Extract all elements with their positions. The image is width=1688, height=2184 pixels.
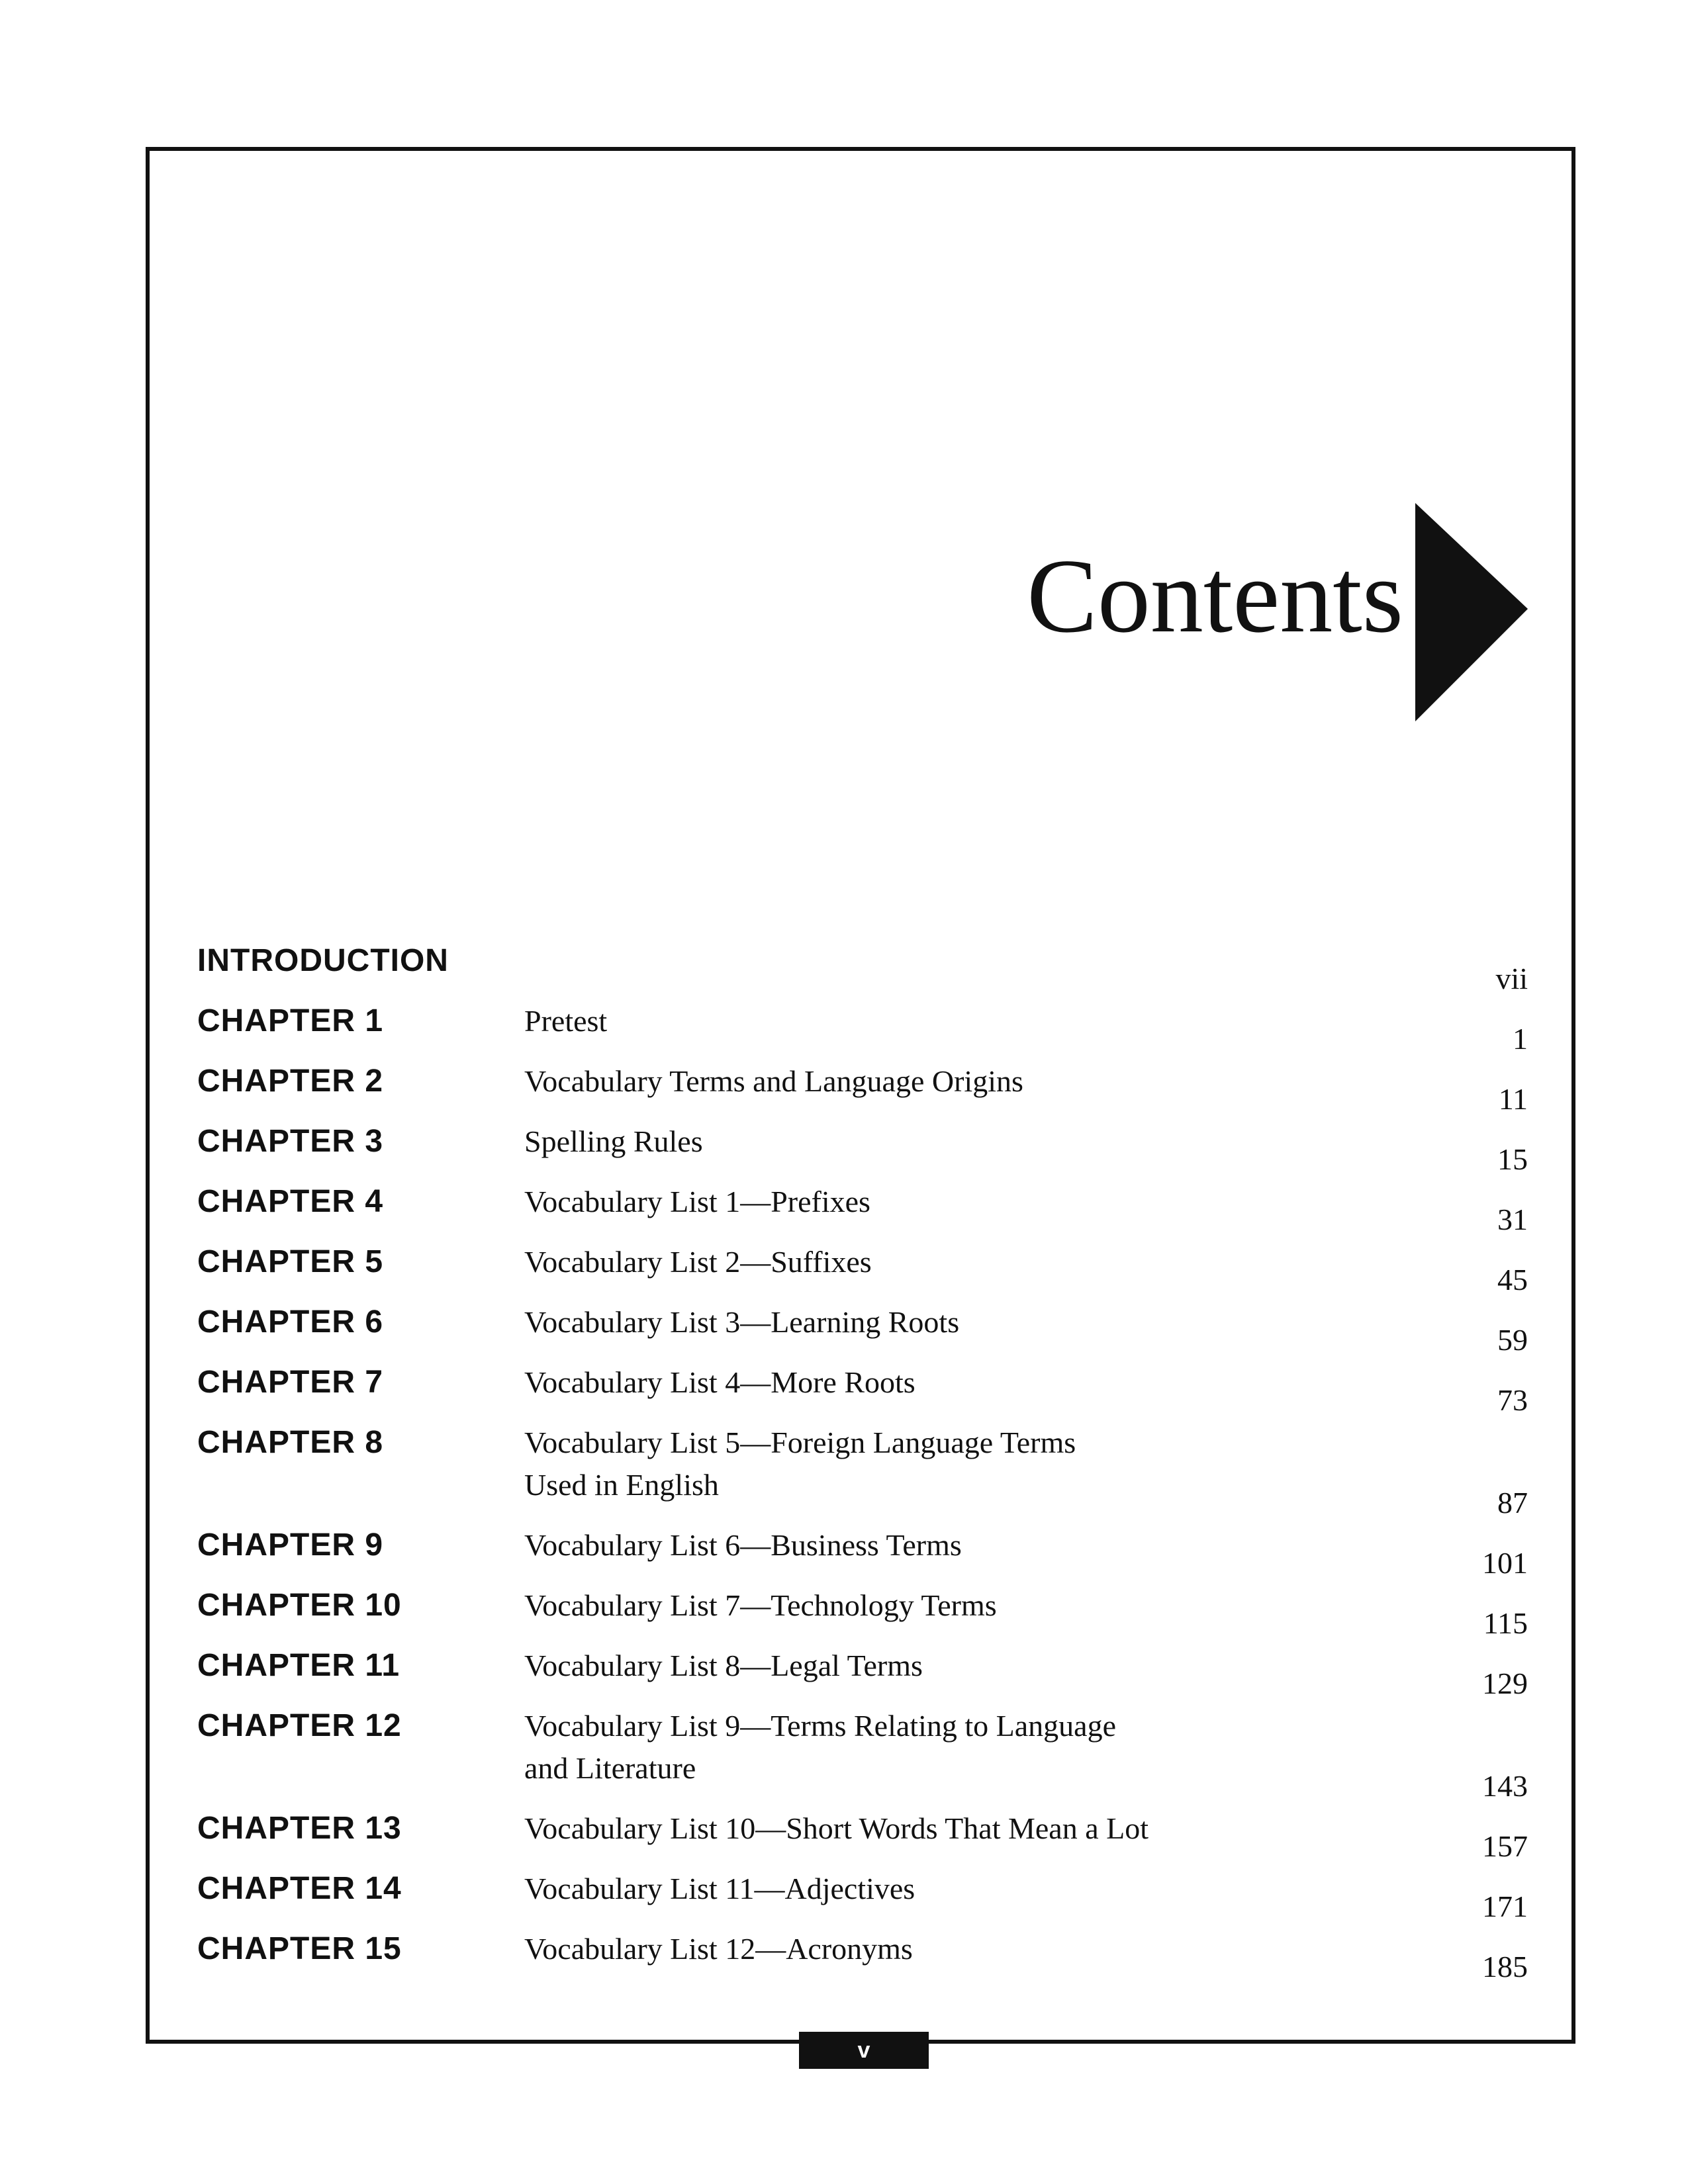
toc-entry <box>197 1422 1528 1524</box>
toc-title-line: Vocabulary List 11—Adjectives <box>524 1872 915 1905</box>
toc-entry <box>197 1181 1528 1241</box>
toc-chapter-label: CHAPTER 7 <box>197 1365 384 1400</box>
toc-entry <box>197 1524 1528 1584</box>
table-of-contents <box>197 940 1528 1988</box>
toc-chapter-label: CHAPTER 9 <box>197 1527 384 1563</box>
toc-entry <box>197 940 1528 1000</box>
toc-chapter-label: CHAPTER 6 <box>197 1304 384 1340</box>
toc-entry <box>197 1301 1528 1361</box>
toc-title-line: Vocabulary List 10—Short Words That Mean a Lot <box>524 1811 1149 1845</box>
toc-chapter-label: CHAPTER 14 <box>197 1871 402 1906</box>
toc-chapter-label: CHAPTER 13 <box>197 1811 402 1846</box>
toc-chapter-label: CHAPTER 5 <box>197 1244 384 1279</box>
toc-title-line: Vocabulary List 8—Legal Terms <box>524 1649 923 1682</box>
toc-chapter-title <box>524 1060 1382 1103</box>
toc-chapter-title <box>524 1868 1382 1910</box>
toc-page-number: 115 <box>1483 1606 1528 1640</box>
toc-page-number: 45 <box>1497 1263 1528 1297</box>
toc-page-number: 1 <box>1513 1022 1528 1056</box>
toc-entry <box>197 1000 1528 1060</box>
toc-chapter-title <box>524 1584 1382 1627</box>
toc-chapter-label: CHAPTER 12 <box>197 1708 402 1743</box>
toc-page-number: 157 <box>1482 1829 1528 1863</box>
triangle-arrow-icon <box>1415 503 1528 721</box>
toc-chapter-title <box>524 1241 1382 1283</box>
toc-chapter-title <box>524 1705 1382 1790</box>
toc-chapter-label: INTRODUCTION <box>197 943 449 978</box>
toc-title-line: Vocabulary List 12—Acronyms <box>524 1932 913 1966</box>
toc-title-line: and Literature <box>524 1751 696 1785</box>
toc-page-number: 101 <box>1482 1546 1528 1580</box>
toc-entry <box>197 1120 1528 1181</box>
toc-page-number: 11 <box>1498 1082 1528 1116</box>
toc-entry <box>197 1645 1528 1705</box>
toc-chapter-label: CHAPTER 4 <box>197 1184 384 1219</box>
toc-chapter-title <box>524 1000 1382 1042</box>
toc-chapter-title <box>524 1181 1382 1223</box>
toc-chapter-label: CHAPTER 2 <box>197 1064 384 1099</box>
toc-chapter-label: CHAPTER 8 <box>197 1425 384 1460</box>
toc-chapter-title <box>524 1301 1382 1343</box>
toc-chapter-title <box>524 1807 1382 1850</box>
toc-entry <box>197 1807 1528 1868</box>
toc-title-line: Vocabulary List 2—Suffixes <box>524 1245 872 1279</box>
page-title: Contents <box>1027 537 1403 655</box>
toc-title-line: Vocabulary Terms and Language Origins <box>524 1064 1023 1098</box>
toc-title-line: Vocabulary List 1—Prefixes <box>524 1185 870 1218</box>
toc-chapter-title <box>524 1524 1382 1567</box>
toc-page-number: 171 <box>1482 1889 1528 1923</box>
toc-chapter-label: CHAPTER 1 <box>197 1003 384 1038</box>
toc-title-line: Vocabulary List 4—More Roots <box>524 1365 915 1399</box>
toc-page-number: 143 <box>1482 1769 1528 1803</box>
toc-page-number: 185 <box>1482 1950 1528 1983</box>
toc-page-number: 73 <box>1497 1383 1528 1417</box>
toc-chapter-title <box>524 1422 1382 1506</box>
toc-page-number: 59 <box>1497 1323 1528 1357</box>
toc-entry <box>197 1060 1528 1120</box>
toc-title-line: Spelling Rules <box>524 1124 703 1158</box>
toc-title-line: Used in English <box>524 1468 719 1502</box>
toc-title-line: Pretest <box>524 1004 608 1038</box>
toc-page-number: 31 <box>1497 1203 1528 1236</box>
toc-chapter-label: CHAPTER 10 <box>197 1588 402 1623</box>
toc-entry <box>197 1584 1528 1645</box>
page-number-tab: v <box>799 2032 929 2069</box>
toc-chapter-label: CHAPTER 3 <box>197 1124 384 1159</box>
toc-title-line: Vocabulary List 7—Technology Terms <box>524 1588 997 1622</box>
toc-title-line: Vocabulary List 5—Foreign Language Terms <box>524 1426 1076 1459</box>
toc-page-number: 87 <box>1497 1486 1528 1520</box>
toc-title-line: Vocabulary List 3—Learning Roots <box>524 1305 960 1339</box>
toc-title-line: Vocabulary List 9—Terms Relating to Language <box>524 1709 1116 1743</box>
toc-chapter-label: CHAPTER 15 <box>197 1931 402 1966</box>
toc-entry <box>197 1928 1528 1988</box>
toc-entry <box>197 1705 1528 1807</box>
toc-page-number: 15 <box>1497 1142 1528 1176</box>
toc-title-line: Vocabulary List 6—Business Terms <box>524 1528 962 1562</box>
toc-chapter-title <box>524 1928 1382 1970</box>
toc-page-number: vii <box>1495 962 1528 995</box>
toc-chapter-title <box>524 1645 1382 1687</box>
toc-chapter-title <box>524 1120 1382 1163</box>
toc-entry <box>197 1361 1528 1422</box>
toc-chapter-title <box>524 1361 1382 1404</box>
toc-entry <box>197 1241 1528 1301</box>
toc-page-number: 129 <box>1482 1666 1528 1700</box>
toc-entry <box>197 1868 1528 1928</box>
toc-chapter-label: CHAPTER 11 <box>197 1648 400 1683</box>
